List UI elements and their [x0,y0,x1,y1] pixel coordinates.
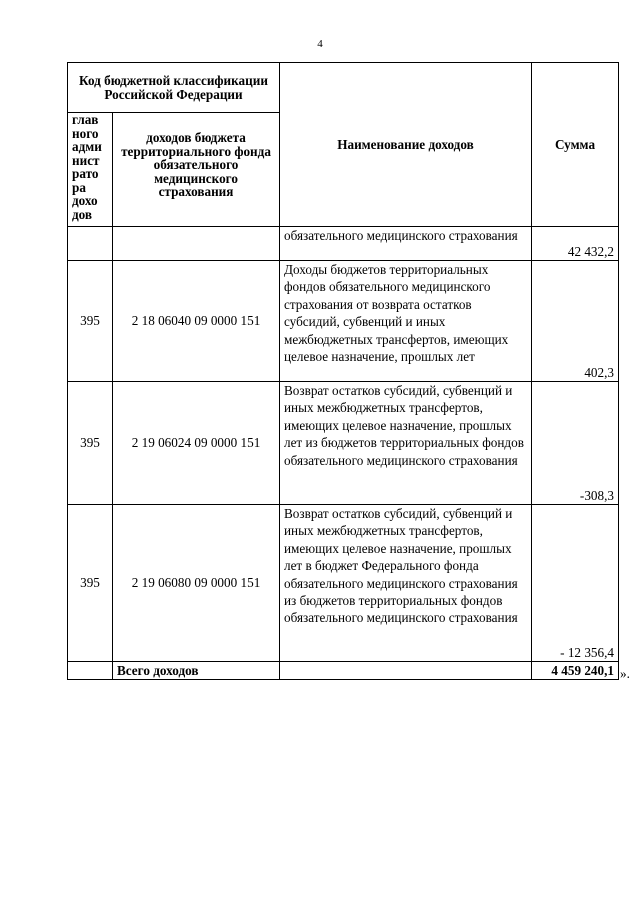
row-revenue-code: 2 19 06024 09 0000 151 [113,382,280,505]
row-admin-code: 395 [68,505,113,662]
header-row-top [68,63,619,113]
row-admin-code: 395 [68,261,113,382]
header-fund-revenue-code: доходов бюджета территориального фонда обязательного медицинского страхования [113,113,280,227]
row-revenue-name: Доходы бюджетов территориальных фондов обязательного медицинского страхования от возврата остатков субсидий, субвенций и иных межбюджетных трансфертов, имеющих целевое назначение, прошлых лет [280,261,532,382]
page-number: 4 [317,38,323,50]
closing-quote: ». [620,666,630,681]
header-chief-administrator: глав ного адми нист рато ра дохо дов [68,113,113,227]
row-sum: -308,3 [532,382,619,505]
row-sum: 42 432,2 [532,227,619,261]
total-empty-cell [280,662,532,680]
total-empty-cell [68,662,113,680]
table-row [68,261,619,382]
row-revenue-name: Возврат остатков субсидий, субвенций и иных межбюджетных трансфертов, имеющих целевое назначение, прошлых лет в бюджет Федерального фонда обязательного медицинского страхования из бюджетов территориальных фондов обязательного медицинского страхования [280,505,532,662]
row-admin-code [68,227,113,261]
table-row [68,382,619,505]
row-revenue-name: Возврат остатков субсидий, субвенций и иных межбюджетных трансфертов, имеющих целевое назначение, прошлых лет из бюджетов территориальных фондов обязательного медицинского страхования [280,382,532,505]
row-revenue-code [113,227,280,261]
row-sum: 402,3 [532,261,619,382]
header-sum: Сумма [532,63,619,227]
row-revenue-code: 2 19 06080 09 0000 151 [113,505,280,662]
row-revenue-code: 2 18 06040 09 0000 151 [113,261,280,382]
row-admin-code: 395 [68,382,113,505]
total-label: Всего доходов [113,662,280,680]
row-revenue-name: обязательного медицинского страхования [280,227,532,261]
row-sum: - 12 356,4 [532,505,619,662]
total-row [68,662,619,680]
total-sum: 4 459 240,1 [532,662,619,680]
header-revenue-name: Наименование доходов [280,63,532,227]
table-row [68,227,619,261]
header-budget-classification: Код бюджетной классификации Российской Федерации [68,63,280,113]
revenue-table [67,62,619,680]
table-row [68,505,619,662]
